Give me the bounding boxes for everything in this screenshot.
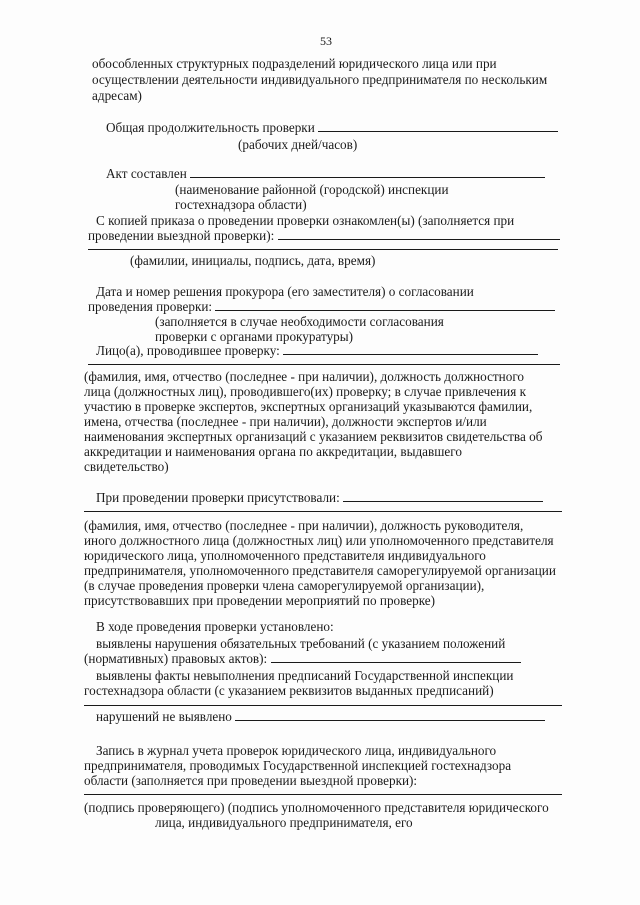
order-blank[interactable]: [278, 228, 560, 240]
present-note-line-1: (фамилия, имя, отчество (последнее - при наличии), должность руководителя,: [84, 518, 524, 533]
present-blank-line-2[interactable]: [84, 511, 562, 512]
present-note-line-5: (в случае проведения проверки члена саморегулируемой организации),: [84, 578, 485, 593]
signature-line-2: лица, индивидуального предпринимателя, его: [155, 815, 413, 830]
signature-line-1: (подпись проверяющего) (подпись уполномоченного представителя юридического: [84, 800, 549, 815]
prosecutor-blank[interactable]: [215, 299, 555, 311]
duration-blank[interactable]: [318, 120, 558, 132]
act-note-line-1: (наименование районной (городской) инспекции: [175, 182, 449, 197]
present-note-line-2: иного должностного лица (должностных лиц) или уполномоченного представителя: [84, 533, 554, 548]
inspector-note-line-7: свидетельство): [84, 459, 169, 474]
orders-blank[interactable]: [84, 705, 562, 706]
inspector-blank-line-2[interactable]: [88, 364, 560, 365]
violations-field: [84, 651, 521, 666]
present-note-line-3: юридического лица, уполномоченного представителя индивидуального: [84, 548, 486, 563]
orders-line-1: выявлены факты невыполнения предписаний Государственной инспекции: [96, 668, 514, 683]
intro-line-3: адресам): [92, 88, 142, 103]
act-blank[interactable]: [190, 166, 545, 178]
violations-line-1: выявлены нарушения обязательных требований (с указанием положений: [96, 636, 506, 651]
present-label: При проведении проверки присутствовали:: [96, 490, 340, 505]
duration-label: Общая продолжительность проверки: [106, 120, 315, 135]
prosecutor-field: [88, 299, 555, 314]
order-field: [88, 228, 560, 243]
journal-line-1: Запись в журнал учета проверок юридического лица, индивидуального: [96, 743, 497, 758]
present-note-line-6: присутствовавших при проведении мероприятий по проверке): [84, 593, 436, 608]
order-line-2: проведении выездной проверки):: [88, 228, 275, 243]
page-number: 53: [320, 34, 332, 48]
violations-line-2: (нормативных) правовых актов):: [84, 651, 268, 666]
inspector-note-line-2: лица (должностных лиц), проводившего(их) проверку; в случае привлечения к: [84, 384, 527, 399]
act-field: [106, 166, 545, 181]
present-blank[interactable]: [343, 490, 543, 502]
prosecutor-note-line-1: (заполняется в случае необходимости согласования: [155, 314, 444, 329]
inspector-blank[interactable]: [283, 343, 538, 355]
present-note-line-4: предпринимателя, уполномоченного представителя саморегулируемой организации: [84, 563, 556, 578]
prosecutor-line-2: проведения проверки:: [88, 299, 213, 314]
intro-line-2: осуществлении деятельности индивидуального предпринимателя по нескольким: [92, 72, 548, 87]
order-blank-line-2[interactable]: [88, 249, 558, 250]
journal-line-3: области (заполняется при проведении выездной проверки):: [84, 773, 418, 788]
order-note: (фамилии, инициалы, подпись, дата, время): [130, 253, 376, 268]
violations-blank[interactable]: [271, 651, 521, 663]
findings-heading: В ходе проведения проверки установлено:: [96, 619, 334, 634]
orders-line-2: гостехнадзора области (с указанием реквизитов выданных предписаний): [84, 683, 494, 698]
inspector-note-line-1: (фамилия, имя, отчество (последнее - при наличии), должность должностного: [84, 369, 525, 384]
prosecutor-note-line-2: проверки с органами прокуратуры): [155, 329, 354, 344]
order-line-1: С копией приказа о проведении проверки ознакомлен(ы) (заполняется при: [96, 213, 515, 228]
inspector-note-line-3: участию в проверке экспертов, экспертных организаций указываются фамилии,: [84, 399, 533, 414]
act-note-line-2: гостехнадзора области): [175, 197, 307, 212]
no-violations-field: [96, 709, 545, 724]
inspector-note-line-6: аккредитации и наименования органа по аккредитации, выдавшего: [84, 444, 462, 459]
journal-blank[interactable]: [84, 794, 562, 795]
duration-note: (рабочих дней/часов): [238, 137, 358, 152]
inspector-note-line-5: наименования экспертных организаций с указанием реквизитов свидетельства об: [84, 429, 543, 444]
present-field: [96, 490, 543, 505]
no-violations-blank[interactable]: [235, 709, 545, 721]
no-violations-label: нарушений не выявлено: [96, 709, 232, 724]
inspector-label: Лицо(а), проводившее проверку:: [96, 343, 280, 358]
inspector-field: [96, 343, 538, 358]
inspector-note-line-4: имена, отчества (последнее - при наличии), должности экспертов и/или: [84, 414, 487, 429]
journal-line-2: предпринимателя, проводимых Государственной инспекцией гостехнадзора: [84, 758, 512, 773]
duration-field: [106, 120, 558, 135]
act-label: Акт составлен: [106, 166, 187, 181]
intro-line-1: обособленных структурных подразделений юридического лица или при: [92, 56, 497, 71]
prosecutor-line-1: Дата и номер решения прокурора (его заместителя) о согласовании: [96, 284, 474, 299]
